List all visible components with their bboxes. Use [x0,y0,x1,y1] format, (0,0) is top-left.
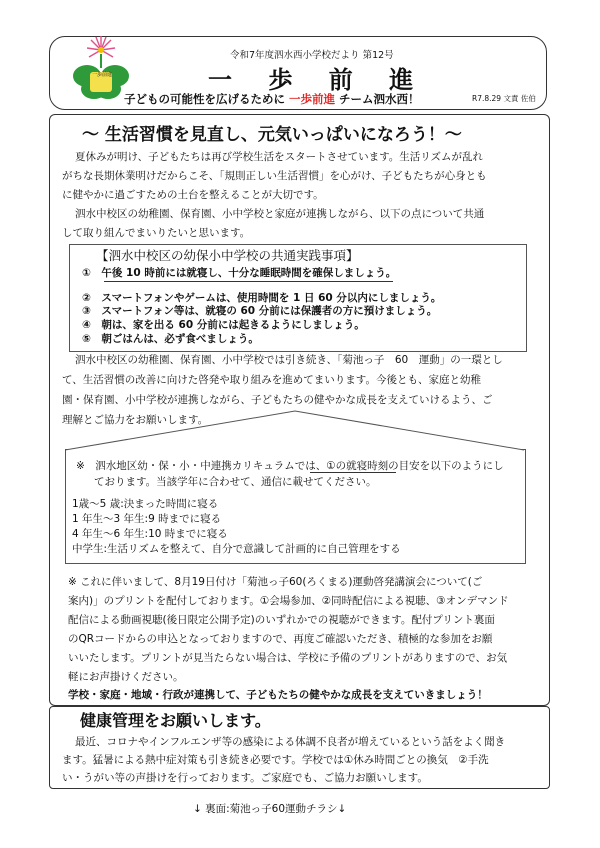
arrow-top-icon [65,405,525,451]
intro-line: 夏休みが明け、子どもたちは再び学校生活をスタートさせています。生活リズムが乱れ [75,151,484,163]
practice-item: ② スマートフォンやゲームは、使用時間を 1 日 60 分以内にしましょう。 [82,292,442,304]
health-line: ます。猛暑による熱中症対策も引き続き必要です。学校では①休み時間ごとの換気 ②手洗 [62,754,489,766]
intro-line: して取り組んでまいりたいと思います。 [62,227,251,239]
practice-item: ① 午後 10 時前には就寝し、十分な睡眠時間を確保しましょう。 [82,267,397,279]
section-heading: ～ 生活習慣を見直し、元気いっぱいになろう！～ [82,125,462,145]
practice-item: ③ スマートフォン等は、就寝の 60 分前には保護者の方に預けましょう。 [82,305,438,317]
after-line: 園・保育園、小中学校が連携しながら、子どもたちの健やかな成長を支えていけるよう、ご [62,394,493,406]
practice-item: ⑤ 朝ごはんは、必ず食べましょう。 [82,333,259,345]
bedtime-item: 1歳～5 歳:決まった時間に寝る [72,498,219,510]
health-line: い・うがい等の声掛けを行っております。ご家庭でも、ご協力お願いします。 [62,772,428,784]
after-line: 泗水中校区の幼稚園、保育園、小中学校では引き続き、「菊池っ子 60 運動」の一環とし [75,354,503,366]
slogan-red: 一歩前進 [289,92,336,106]
curriculum-underline [310,472,396,473]
curriculum-line: ております。当該学年に合わせて、通信に載せてください。 [94,476,377,488]
logo-label: 一歩前進 [91,72,112,78]
lecture-line: 軽にお声掛けください。 [68,671,184,683]
slogan [124,91,420,107]
lecture-line: ※ これに伴いまして、8月19日付け「菊池っ子60(ろくまる)運動啓発講演会について(ご [68,576,483,588]
lecture-line: いいたします。プリントが見当たらない場合は、学校に予備のプリントがありますので、お気 [68,652,508,664]
curriculum-line: ※ 泗水地区幼・保・小・中連携カリキュラムでは、①の就寝時刻の目安を以下のようにし [76,460,504,472]
practice-underline [104,281,393,282]
after-line: て、生活習慣の改善に向けた啓発や取り組みを進めてまいります。今後とも、家庭と幼稚 [62,374,481,386]
intro-line: に健やかに過ごすための土台を整えることが大切です。 [62,189,324,201]
practice-title: 【泗水中校区の幼保小中学校の共通実践事項】 [96,248,359,263]
closing-line: 学校・家庭・地域・行政が連携して、子どもたちの健やかな成長を支えていきましょう！ [68,689,488,701]
lecture-line: 配信による動画視聴(後日限定公開予定)のいずれかでの視聴ができます。配付プリント裏面 [68,614,495,626]
bedtime-item: 1 年生～3 年生:9 時までに寝る [72,513,222,525]
lecture-line: 案内)」のプリントを配付しております。①会場参加、②同時配信による視聴、③オンデマンド [68,595,509,607]
health-line: 最近、コロナやインフルエンザ等の感染による体調不良者が増えているという話をよく聞き [75,736,506,748]
lecture-line: のQRコードからの申込となっておりますので、再度ご確認いただき、積極的な参加をお願 [68,633,493,645]
date-line: R7.8.29 文責 佐伯 [472,94,536,103]
clover-logo-icon [70,34,132,102]
bedtime-item: 中学生:生活リズムを整えて、自分で意識して計画的に自己管理をする [72,543,401,555]
health-heading: 健康管理をお願いします。 [80,711,271,730]
practice-item: ④ 朝は、家を出る 60 分前には起きるようにしましょう。 [82,319,365,331]
slogan-pre: 子どもの可能性を広げるために [124,92,285,106]
newsletter-title: 一 歩 前 進 [208,66,428,94]
intro-line: がちな長期休業明けだからこそ、「規則正しい生活習慣」を心がけ、子どもたちが心身とも [62,170,487,182]
bedtime-item: 4 年生～6 年生:10 時までに寝る [72,528,228,540]
after-line: 理解とご協力をお願いします。 [62,414,209,426]
issue-line: 令和7年度泗水西小学校だより 第12号 [230,50,394,61]
intro-line: 泗水中校区の幼稚園、保育園、小中学校と家庭が連携しながら、以下の点について共通 [75,208,485,220]
slogan-post: チーム泗水西！ [339,92,420,106]
footer-note: ↓ 裏面:菊池っ子60運動チラシ↓ [193,803,347,815]
